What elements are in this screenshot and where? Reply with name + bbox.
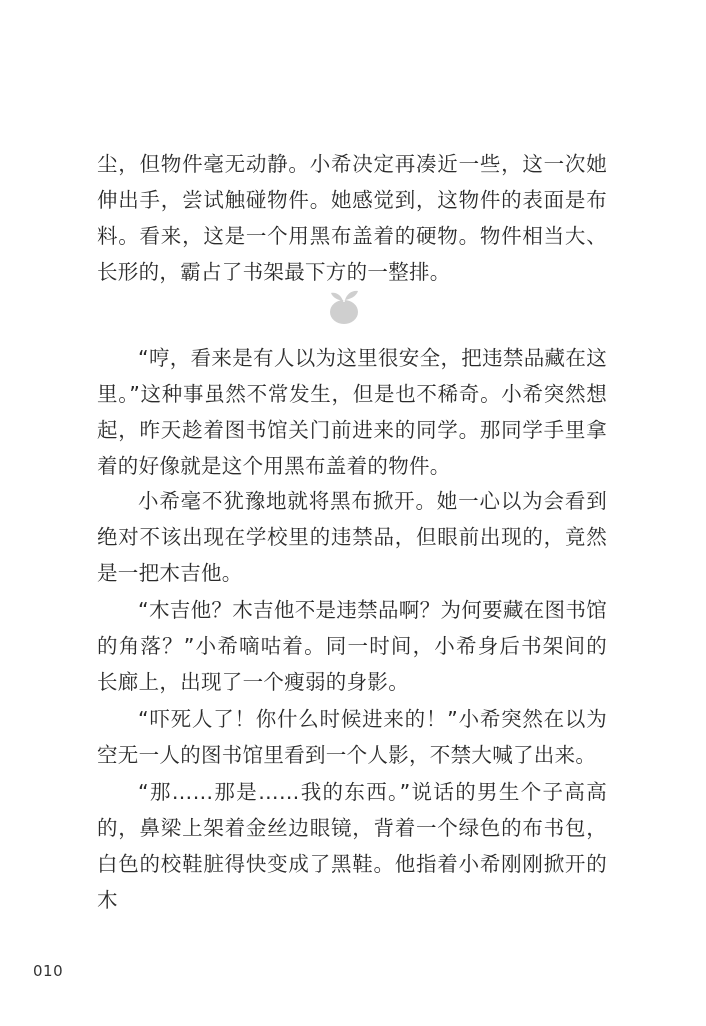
paragraph: “哼，看来是有人以为这里很安全，把违禁品藏在这里。”这种事虽然不常发生，但是也不稀奇。小希突然想起，昨天趁着图书馆关门前进来的同学。那同学手里拿着的好像就是这个用黑布盖着的物件。 (97, 346, 607, 478)
seedling-icon (322, 283, 366, 327)
paragraph: “木吉他？木吉他不是违禁品啊？为何要藏在图书馆的角落？”小希嘀咕着。同一时间，小希身后书架间的长廊上，出现了一个瘦弱的身影。 (97, 598, 607, 694)
paragraph-continuation: 尘，但物件毫无动静。小希决定再凑近一些，这一次她伸出手，尝试触碰物件。她感觉到，这物件的表面是布料。看来，这是一个用黑布盖着的硬物。物件相当大、长形的，霸占了书架最下方的一整排。 (97, 152, 607, 284)
page-number: 010 (33, 962, 64, 980)
paragraph: “吓死人了！你什么时候进来的！”小希突然在以为空无一人的图书馆里看到一个人影，不禁大喊了出来。 (97, 707, 607, 767)
paragraph: 小希毫不犹豫地就将黑布掀开。她一心以为会看到绝对不该出现在学校里的违禁品，但眼前出现的，竟然是一把木吉他。 (97, 489, 607, 585)
paragraph: “那……那是……我的东西。”说话的男生个子高高的，鼻梁上架着金丝边眼镜，背着一个绿色的布书包，白色的校鞋脏得快变成了黑鞋。他指着小希刚刚掀开的木 (97, 780, 607, 912)
